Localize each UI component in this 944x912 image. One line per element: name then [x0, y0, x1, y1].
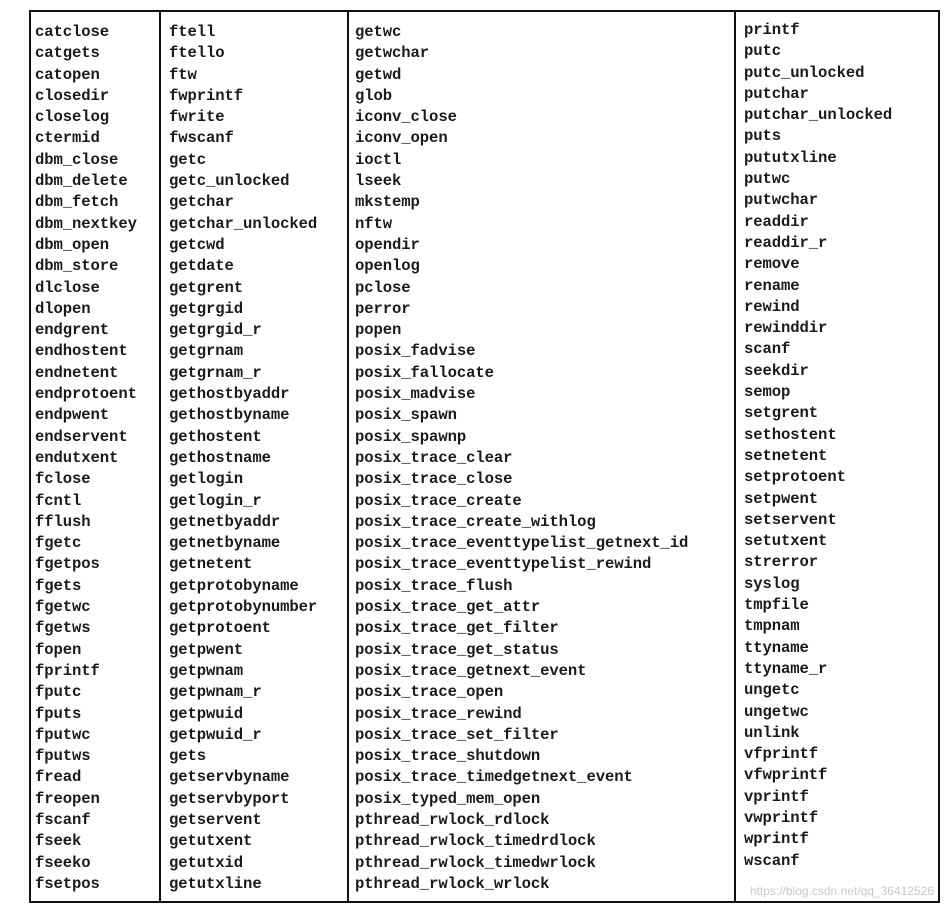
table-cell: syslog — [744, 574, 800, 593]
table-cell: ungetwc — [744, 702, 809, 721]
table-cell: getpwnam — [169, 661, 244, 680]
table-cell: getgrnam_r — [169, 363, 262, 382]
table-cell: ftell — [169, 23, 216, 41]
table-cell: sethostent — [744, 425, 837, 444]
table-cell: posix_fallocate — [355, 363, 494, 382]
table-cell: setutxent — [744, 532, 828, 551]
table-cell: dbm_open — [35, 235, 110, 254]
table-cell: fseeko — [35, 853, 91, 872]
table-cell: fscanf — [35, 810, 91, 829]
function-table — [29, 10, 940, 903]
table-cell: posix_trace_getnext_event — [355, 661, 587, 680]
table-cell: lseek — [355, 172, 402, 191]
table-cell: getservbyname — [169, 768, 290, 787]
table-cell: putwc — [744, 170, 791, 189]
table-cell: glob — [355, 86, 393, 105]
table-cell: dbm_fetch — [35, 193, 119, 212]
table-cell: gets — [169, 747, 207, 766]
table-cell: fcntl — [35, 491, 82, 510]
table-cell: setservent — [744, 510, 837, 529]
table-cell: puts — [744, 127, 782, 146]
table-cell: fputc — [35, 683, 82, 702]
table-cell: posix_trace_get_filter — [355, 619, 559, 638]
table-cell: ftw — [169, 65, 197, 84]
table-cell: setgrent — [744, 404, 819, 423]
table-cell: fputws — [35, 747, 91, 766]
table-cell: fseek — [35, 832, 82, 851]
table-cell: getlogin — [169, 470, 244, 489]
table-cell: getnetent — [169, 555, 253, 574]
table-cell: posix_trace_get_attr — [355, 598, 541, 617]
table-cell: setprotoent — [744, 468, 846, 487]
table-cell: posix_trace_create — [355, 491, 522, 510]
table-cell: endhostent — [35, 342, 128, 361]
table-cell: rewind — [744, 297, 800, 316]
table-cell: rename — [744, 276, 800, 295]
table-cell: getpwuid — [169, 704, 244, 723]
table-cell: ioctl — [355, 150, 402, 169]
table-cell: printf — [744, 21, 800, 39]
table-cell: getc — [169, 150, 207, 169]
table-cell: readdir — [744, 212, 809, 231]
table-cell: posix_fadvise — [355, 342, 476, 361]
table-cell: dlopen — [35, 299, 91, 318]
table-cell: fsetpos — [35, 874, 100, 893]
table-cell: posix_trace_create_withlog — [355, 512, 596, 531]
table-cell: getcwd — [169, 235, 225, 254]
table-cell: fputs — [35, 704, 82, 723]
table-cell: posix_trace_eventtypelist_rewind — [355, 555, 652, 574]
table-cell: getutxent — [169, 832, 253, 851]
table-cell: getpwuid_r — [169, 725, 262, 744]
table-cell: posix_trace_get_status — [355, 640, 559, 659]
table-cell: getgrnam — [169, 342, 244, 361]
table-cell: ftello — [169, 44, 225, 63]
table-cell: getutxid — [169, 853, 244, 872]
table-cell: posix_madvise — [355, 385, 476, 404]
table-cell: rewinddir — [744, 319, 828, 338]
table-cell: tmpnam — [744, 617, 800, 636]
table-cell: nftw — [355, 214, 393, 233]
table-cell: ttyname_r — [744, 659, 828, 678]
table-cell: posix_trace_close — [355, 470, 513, 489]
table-cell: seekdir — [744, 361, 809, 380]
table-cell: readdir_r — [744, 233, 828, 252]
table-cell: getdate — [169, 257, 234, 276]
table-cell: ungetc — [744, 681, 800, 700]
table-cell: getgrent — [169, 278, 244, 297]
table-cell: pututxline — [744, 148, 837, 167]
table-cell: getchar — [169, 193, 234, 212]
table-cell: gethostname — [169, 448, 271, 467]
table-cell: endpwent — [35, 406, 110, 425]
table-cell: dbm_store — [35, 257, 119, 276]
table-cell: vwprintf — [744, 808, 819, 827]
watermark: https://blog.csdn.net/qq_36412526 — [749, 884, 934, 898]
table-cell: gethostent — [169, 427, 262, 446]
table-cell: fclose — [35, 470, 91, 489]
table-cell: posix_trace_shutdown — [355, 747, 541, 766]
table-cell: getutxline — [169, 874, 262, 893]
table-cell: dbm_delete — [35, 172, 128, 191]
table-cell: gethostbyname — [169, 406, 290, 425]
table-cell: fwrite — [169, 108, 225, 127]
table-cell: mkstemp — [355, 193, 420, 212]
table-cell: unlink — [744, 723, 800, 742]
table-cell: setnetent — [744, 446, 828, 465]
table-cell: fwprintf — [169, 86, 244, 105]
table-cell: semop — [744, 383, 791, 402]
table-cell: fwscanf — [169, 129, 234, 148]
table-cell: freopen — [35, 789, 100, 808]
table-cell: getservent — [169, 810, 262, 829]
table-cell: dlclose — [35, 278, 100, 297]
table-cell: remove — [744, 255, 800, 274]
table-cell: fgetws — [35, 619, 91, 638]
table-cell: posix_trace_set_filter — [355, 725, 559, 744]
table-cell: getc_unlocked — [169, 172, 290, 191]
table-cell: getpwent — [169, 640, 244, 659]
table-cell: ctermid — [35, 129, 100, 148]
table-column-2 — [159, 12, 347, 901]
table-cell: getpwnam_r — [169, 683, 262, 702]
table-cell: vprintf — [744, 787, 809, 806]
table-cell: pclose — [355, 278, 411, 297]
table-cell: putchar — [744, 84, 809, 103]
table-cell: endnetent — [35, 363, 119, 382]
table-cell: posix_trace_flush — [355, 576, 513, 595]
table-cell: putc_unlocked — [744, 63, 865, 82]
table-cell: opendir — [355, 235, 420, 254]
table-cell: posix_trace_open — [355, 683, 504, 702]
table-cell: wscanf — [744, 851, 800, 870]
table-cell: catgets — [35, 44, 100, 63]
table-cell: dbm_close — [35, 150, 119, 169]
table-cell: fgetpos — [35, 555, 100, 574]
table-cell: tmpfile — [744, 596, 809, 615]
table-cell: endgrent — [35, 321, 110, 340]
table-cell: pthread_rwlock_wrlock — [355, 874, 550, 893]
table-cell: fread — [35, 768, 82, 787]
table-cell: iconv_open — [355, 129, 448, 148]
table-cell: getnetbyaddr — [169, 512, 281, 531]
table-cell: setpwent — [744, 489, 819, 508]
table-column-4 — [734, 12, 938, 901]
table-cell: popen — [355, 321, 402, 340]
table-cell: openlog — [355, 257, 420, 276]
table-cell: fgetc — [35, 534, 82, 553]
table-cell: catclose — [35, 23, 110, 41]
table-cell: getwchar — [355, 44, 430, 63]
table-cell: getprotobyname — [169, 576, 299, 595]
table-cell: pthread_rwlock_rdlock — [355, 810, 550, 829]
table-cell: fprintf — [35, 661, 100, 680]
table-cell: fgets — [35, 576, 82, 595]
table-cell: putwchar — [744, 191, 819, 210]
table-cell: fopen — [35, 640, 82, 659]
table-cell: posix_trace_clear — [355, 448, 513, 467]
table-cell: catopen — [35, 65, 100, 84]
table-cell: scanf — [744, 340, 791, 359]
table-cell: getprotoent — [169, 619, 271, 638]
table-cell: getgrgid — [169, 299, 244, 318]
table-cell: ttyname — [744, 638, 809, 657]
table-cell: posix_typed_mem_open — [355, 789, 541, 808]
table-cell: putchar_unlocked — [744, 106, 893, 125]
table-cell: getservbyport — [169, 789, 290, 808]
table-cell: strerror — [744, 553, 819, 572]
table-cell: perror — [355, 299, 411, 318]
table-cell: getprotobynumber — [169, 598, 318, 617]
table-cell: iconv_close — [355, 108, 457, 127]
table-cell: dbm_nextkey — [35, 214, 137, 233]
table-column-3 — [347, 12, 734, 901]
table-cell: putc — [744, 42, 782, 61]
table-cell: gethostbyaddr — [169, 385, 290, 404]
table-cell: closelog — [35, 108, 110, 127]
table-cell: fgetwc — [35, 598, 91, 617]
table-cell: fputwc — [35, 725, 91, 744]
table-cell: vfprintf — [744, 745, 819, 764]
table-cell: pthread_rwlock_timedrdlock — [355, 832, 596, 851]
table-cell: posix_trace_eventtypelist_getnext_id — [355, 534, 689, 553]
table-cell: posix_trace_timedgetnext_event — [355, 768, 633, 787]
table-cell: getwc — [355, 23, 402, 41]
table-cell: posix_spawnp — [355, 427, 467, 446]
table-cell: posix_trace_rewind — [355, 704, 522, 723]
table-cell: wprintf — [744, 830, 809, 849]
table-cell: getgrgid_r — [169, 321, 262, 340]
table-cell: endprotoent — [35, 385, 137, 404]
table-cell: getwd — [355, 65, 402, 84]
table-cell: closedir — [35, 86, 110, 105]
table-cell: endservent — [35, 427, 128, 446]
table-cell: getnetbyname — [169, 534, 281, 553]
table-cell: pthread_rwlock_timedwrlock — [355, 853, 596, 872]
table-cell: vfwprintf — [744, 766, 828, 785]
table-cell: posix_spawn — [355, 406, 457, 425]
table-cell: getchar_unlocked — [169, 214, 318, 233]
table-column-1 — [31, 12, 159, 901]
table-cell: getlogin_r — [169, 491, 262, 510]
table-cell: endutxent — [35, 448, 119, 467]
table-cell: fflush — [35, 512, 91, 531]
